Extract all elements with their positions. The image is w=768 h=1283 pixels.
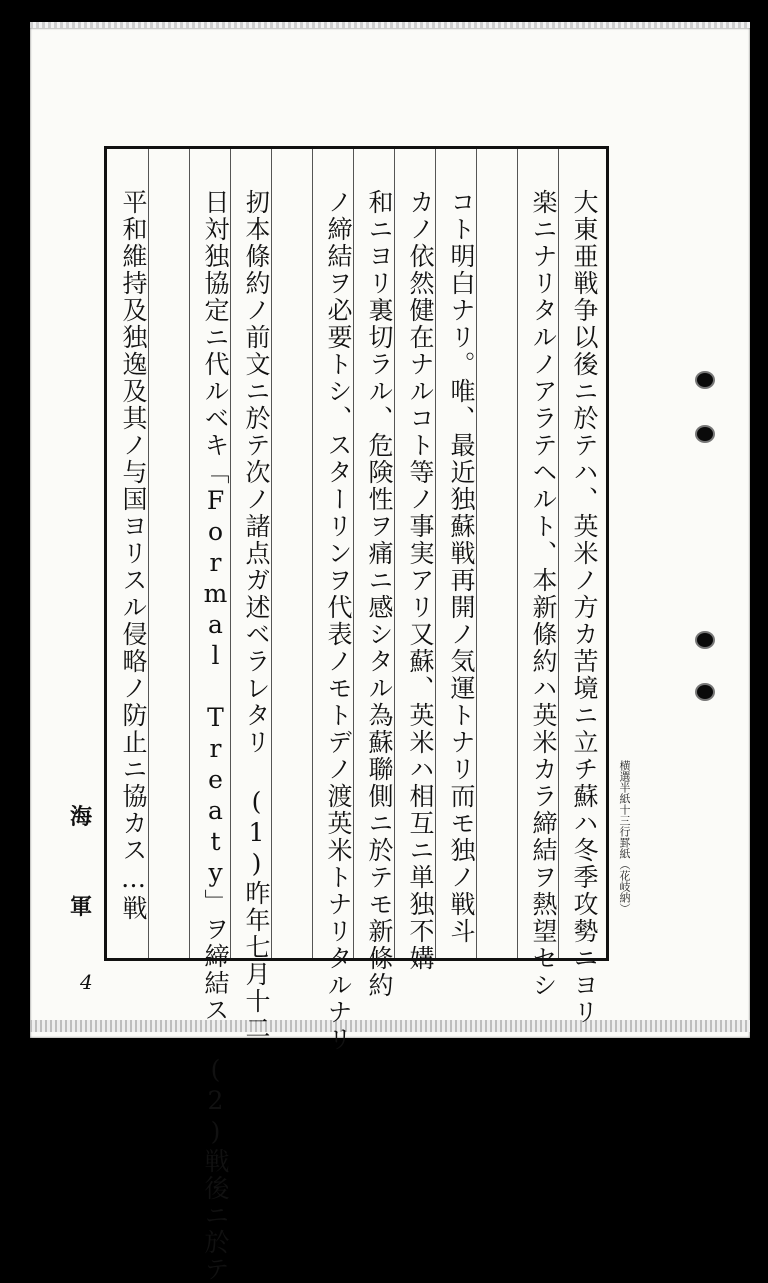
text-column: 楽ニナリタルノアラテヘルト、本新條約ハ英米カラ締結ヲ熱望セシ [529, 189, 558, 999]
text-column: ノ締結ヲ必要トシ、スターリンヲ代表ノモトデノ渡英米トナリタルナリ [324, 189, 353, 1053]
text-column: カノ依然健在ナルコト等ノ事実アリ又蘇、英米ハ相互ニ単独不媾 [406, 189, 435, 972]
text-column: 日対独協定ニ代ルベキ「Formal Treaty」ヲ締結ス (2)戦後ニ於テ [201, 189, 230, 1283]
side-label-char: 海 [70, 804, 93, 830]
text-column: 平和維持及独逸及其ノ与国ヨリスル侵略ノ防止ニ協カス…戦 [119, 189, 148, 922]
side-label-char: 軍 [70, 894, 93, 920]
binding-hole [697, 685, 713, 699]
text-column: 大東亜戦争以後ニ於テハ、英米ノ方カ苦境ニ立チ蘇ハ冬季攻勢ニヨリ [570, 189, 599, 1026]
rule-line [517, 149, 518, 958]
ruled-grid [104, 146, 609, 1283]
text-column: コト明白ナリ。唯、最近独蘇戦再開ノ気運トナリ而モ独ノ戦斗 [447, 189, 476, 945]
binding-hole [697, 427, 713, 441]
margin-print: 横選半紙十三行罫紙（花岐納） [618, 760, 631, 914]
page-number: 4 [80, 970, 93, 994]
rule-line [312, 149, 313, 958]
binding-hole [697, 633, 713, 647]
paper-edge-bottom [30, 1020, 750, 1032]
text-column: 和ニヨリ裏切ラル、危険性ヲ痛ニ感シタル為蘇聯側ニ於テモ新條約 [365, 189, 394, 999]
text-column: 扨本條約ノ前文ニ於テ次ノ諸点ガ述ベラレタリ (1)昨年七月十二 [242, 189, 271, 1042]
rule-line [189, 149, 190, 958]
binding-hole [697, 373, 713, 387]
